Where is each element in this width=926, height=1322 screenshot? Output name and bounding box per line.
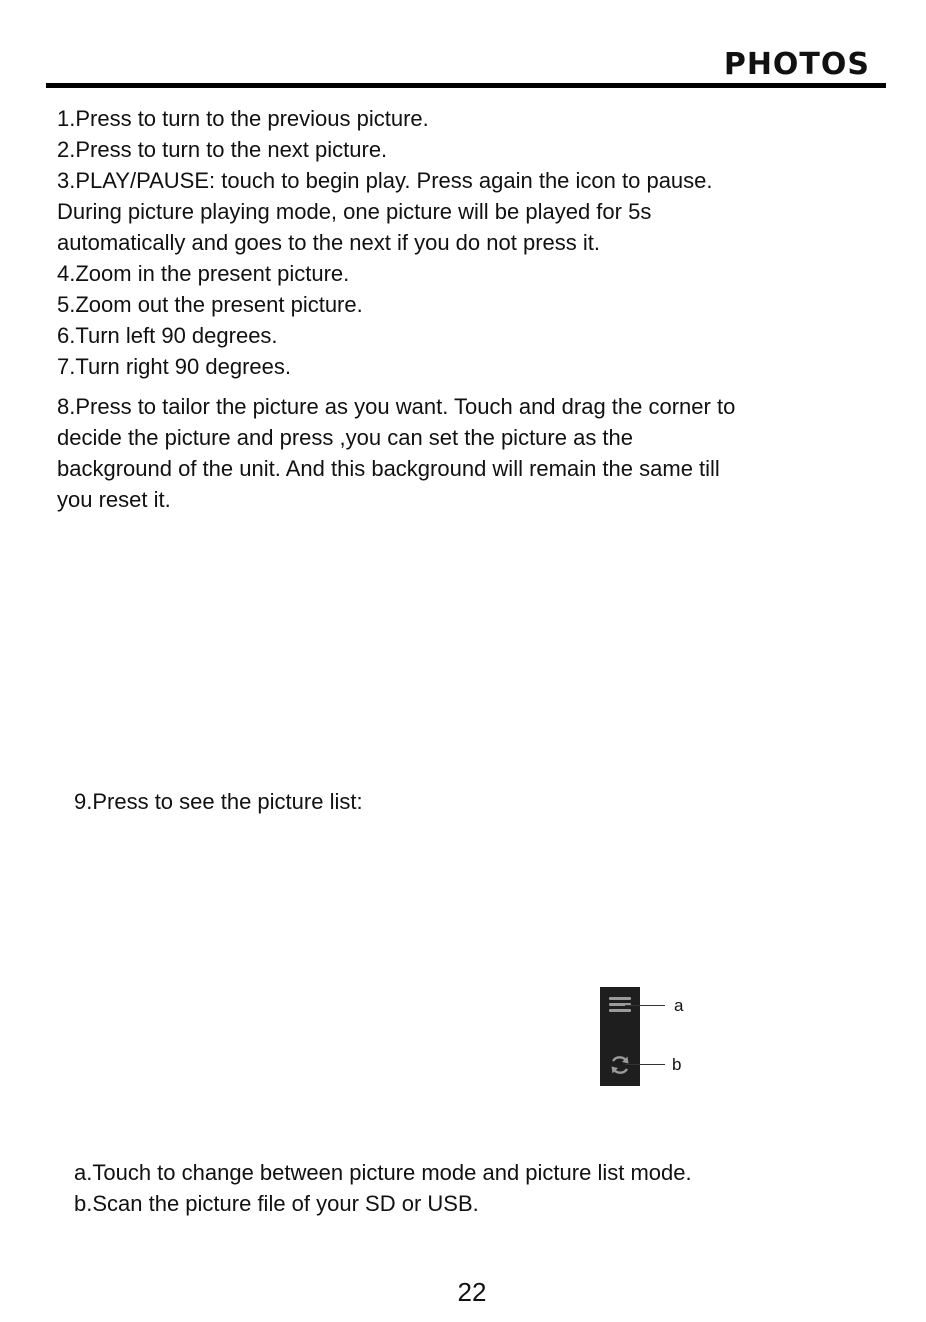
instruction-crop-2: decide the picture and press ,you can set the picture as the	[57, 425, 634, 450]
legend-a: a.Touch to change between picture mode and picture list mode.	[74, 1160, 692, 1185]
instruction-play-pause-detail-1: During picture playing mode, one picture will be played for 5s	[57, 199, 652, 224]
instruction-rotate-left: 6.Turn left 90 degrees.	[57, 323, 278, 348]
instruction-previous: 1.Press to turn to the previous picture.	[57, 106, 429, 131]
instruction-picture-list: 9.Press to see the picture list:	[74, 789, 363, 814]
photo-side-panel	[600, 987, 640, 1086]
page-number: 22	[457, 1277, 487, 1307]
callout-a-line	[625, 1005, 665, 1006]
instruction-crop-4: you reset it.	[57, 487, 171, 512]
instruction-crop-1: 8.Press to tailor the picture as you want. Touch and drag the corner to	[57, 394, 736, 419]
instruction-play-pause: 3.PLAY/PAUSE: touch to begin play. Press again the icon to pause.	[57, 168, 713, 193]
instruction-zoom-out: 5.Zoom out the present picture.	[57, 292, 363, 317]
instruction-rotate-right: 7.Turn right 90 degrees.	[57, 354, 291, 379]
instruction-crop-3: background of the unit. And this background will remain the same till	[57, 456, 720, 481]
callout-b-line	[625, 1064, 665, 1065]
instruction-zoom-in: 4.Zoom in the present picture.	[57, 261, 350, 286]
refresh-icon[interactable]	[608, 1053, 632, 1077]
legend-b: b.Scan the picture file of your SD or USB.	[74, 1191, 479, 1216]
header-divider	[46, 83, 886, 88]
instruction-next: 2.Press to turn to the next picture.	[57, 137, 388, 162]
page-title: PHOTOS	[723, 47, 870, 82]
callout-a-label: a	[674, 996, 684, 1015]
instruction-play-pause-detail-2: automatically and goes to the next if you do not press it.	[57, 230, 600, 255]
callout-b-label: b	[672, 1055, 682, 1074]
